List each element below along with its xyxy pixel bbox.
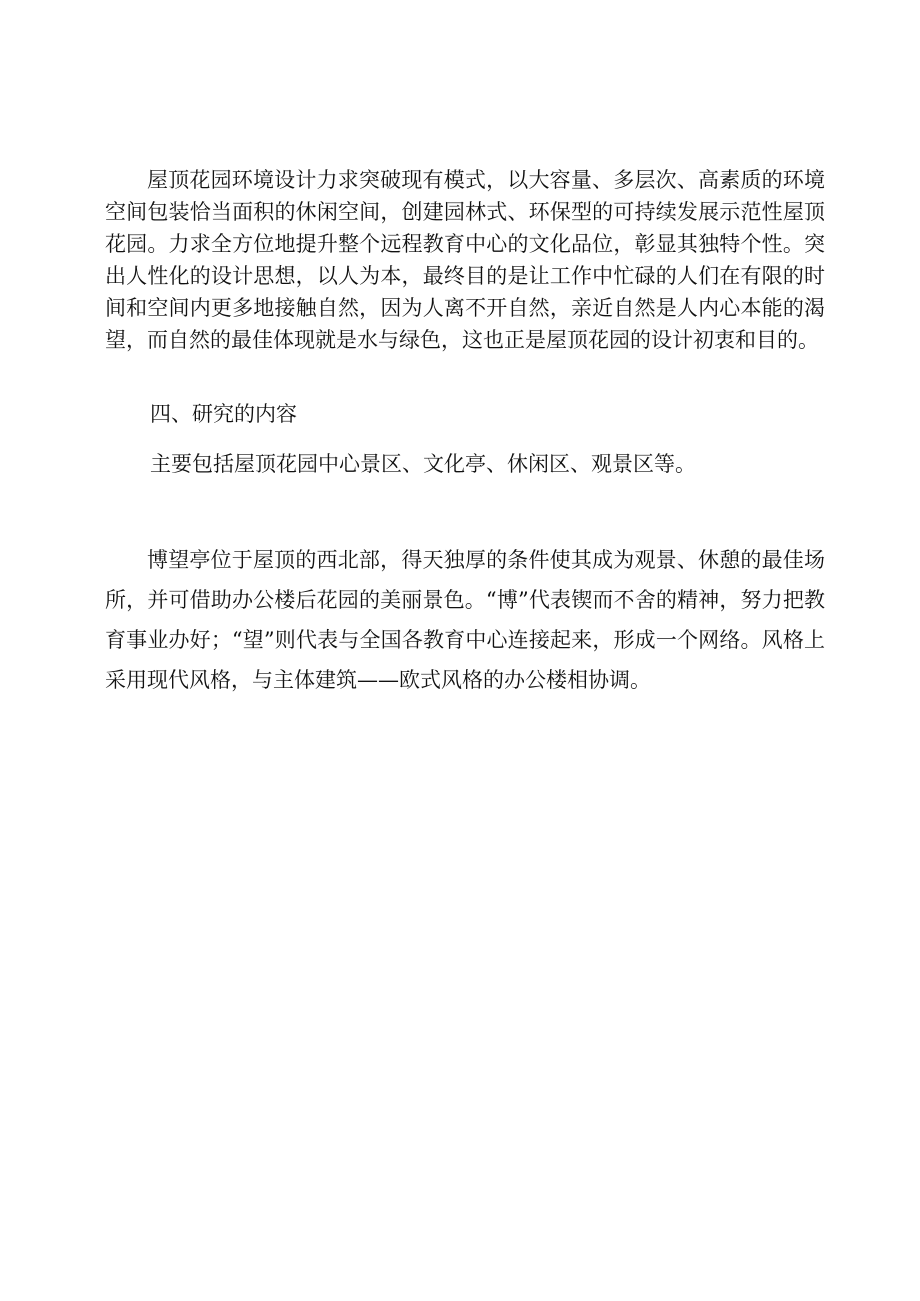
body-paragraph-bowang-pavilion: 博望亭位于屋顶的西北部，得天独厚的条件使其成为观景、休憩的最佳场所，并可借助办公楼后花园的美丽景色。“博”代表锲而不舍的精神，努力把教育事业办好；“望”则代表与全国各教育中心连接起来，形成一个网络。风格上采用现代风格，与主体建筑——欧式风格的办公楼相协调。 — [105, 548, 825, 692]
body-paragraph-roof-garden-design: 屋顶花园环境设计力求突破现有模式，以大容量、多层次、高素质的环境空间包装恰当面积的休闲空间，创建园林式、环保型的可持续发展示范性屋顶花园。力求全方位地提升整个远程教育中心的文化品位，彰显其独特个性。突出人性化的设计思想，以人为本，最终目的是让工作中忙碌的人们在有限的时间和空间内更多地接触自然，因为人离不开自然，亲近自然是人内心本能的渴望，而自然的最佳体现就是水与绿色，这也正是屋顶花园的设计初衷和目的。 — [105, 168, 825, 352]
body-paragraph-research-content: 主要包括屋顶花园中心景区、文化亭、休闲区、观景区等。 — [150, 452, 696, 476]
section-heading: 四、研究的内容 — [150, 402, 297, 426]
